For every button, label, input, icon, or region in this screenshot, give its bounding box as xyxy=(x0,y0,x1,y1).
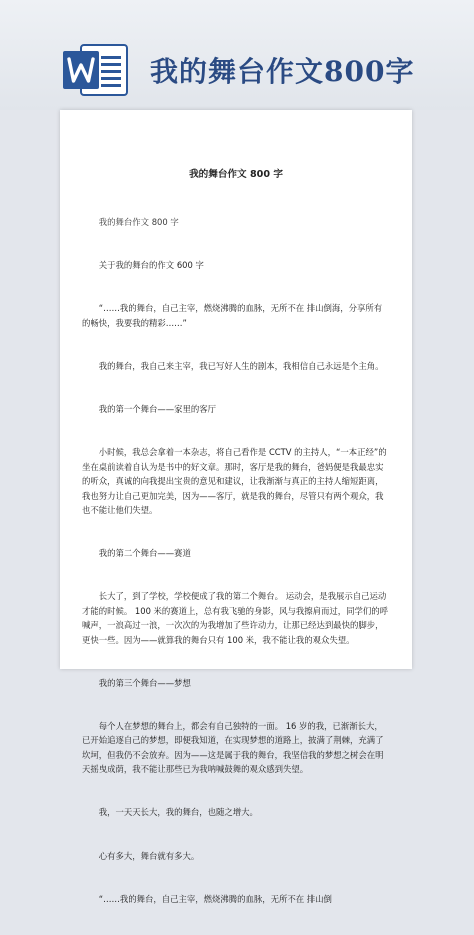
paragraph: 心有多大，舞台就有多大。 xyxy=(98,850,200,861)
paragraph: 每个人在梦想的舞台上，都会有自己独特的一面。 16 岁的我，已渐渐长大，已开始追逐自己的梦想，即便我知道，在实现梦想的道路上，披满了荆棘，充满了坎坷，但我仍不会放弃。因为——这是属于我的舞台，我坚信我的梦想之树会在明天摇曳成荫，我不能让那些已为我呐喊鼓舞的观众感到失望。 xyxy=(82,721,384,775)
paragraph: 小时候，我总会拿着一本杂志，将自己看作是 CCTV 的主持人，“一本正经”的坐在桌前读着自认为是书中的好文章。那时，客厅是我的舞台，爸妈便是我最忠实的听众，真诚的向我提出宝贵的意见和建议，让我渐渐与真正的主持人缩短距离，我也努力让自己更加完美，因为——客厅，就是我的舞台，尽管只有两个观众，我也不能让他们失望。 xyxy=(82,447,387,515)
banner-title: 我的舞台作文800字 xyxy=(150,55,415,88)
section-heading: 我的第二个舞台——赛道 xyxy=(98,548,191,559)
paragraph: “……我的舞台，自己主宰，燃烧沸腾的血脉，无所不在 排山倒海，分享所有的畅快，我要我的精彩……” xyxy=(82,303,383,328)
preview-banner xyxy=(0,0,474,110)
word-icon xyxy=(63,43,129,97)
section-heading: 我的第三个舞台——梦想 xyxy=(98,677,191,688)
paragraph: 关于我的舞台的作文 600 字 xyxy=(98,260,204,271)
paragraph: 我的舞台作文 800 字 xyxy=(98,216,179,227)
paragraph: 我，一天天长大，我的舞台，也随之增大。 xyxy=(98,807,258,818)
section-heading: 我的第一个舞台——家里的客厅 xyxy=(98,404,217,415)
document-body xyxy=(82,186,390,935)
document-title: 我的舞台作文 800 字 xyxy=(189,169,283,180)
paragraph: 我的舞台，我自己来主宰，我已写好人生的剧本，我相信自己永远是个主角。 xyxy=(98,360,384,371)
document-page xyxy=(60,110,412,904)
paragraph: 长大了，到了学校，学校便成了我的第二个舞台。 运动会，是我展示自己运动才能的时候。 100 米的赛道上，总有我飞驰的身影，风与我擦肩而过，同学们的呼喊声，一浪高过一浪，一次次的为我增加了些许动力，让那已经达到最快的脚步，更快一些。因为——就算我的舞台只有 100 米，我不能让我的观众失望。 xyxy=(82,591,389,645)
paragraph: “……我的舞台，自己主宰，燃烧沸腾的血脉，无所不在 排山倒 xyxy=(98,893,332,904)
